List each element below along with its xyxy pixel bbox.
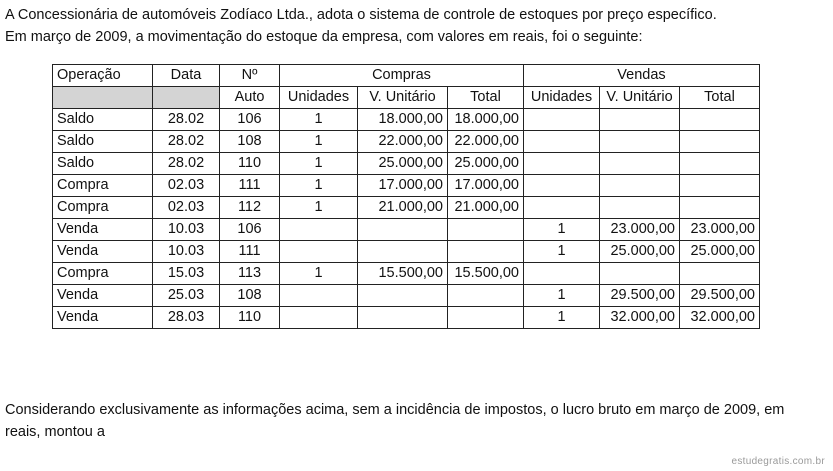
cell-compras-unidades (280, 307, 358, 329)
table-row (53, 153, 760, 175)
cell-operacao: Compra (53, 197, 153, 219)
cell-data: 28.03 (153, 307, 220, 329)
table-row (53, 175, 760, 197)
cell-operacao: Venda (53, 241, 153, 263)
cell-vendas-unidades: 1 (524, 241, 600, 263)
header-data: Data (153, 65, 220, 87)
cell-compras-v-unitario: 25.000,00 (358, 153, 448, 175)
cell-vendas-unidades: 1 (524, 219, 600, 241)
cell-auto: 111 (220, 175, 280, 197)
cell-compras-total: 15.500,00 (448, 263, 524, 285)
header-compras: Compras (280, 65, 524, 87)
intro-line-1: A Concessionária de automóveis Zodíaco Ltda., adota o sistema de controle de estoques por preço específico. (5, 7, 717, 23)
header-numero: Nº (220, 65, 280, 87)
cell-vendas-total (680, 131, 760, 153)
cell-compras-v-unitario: 18.000,00 (358, 109, 448, 131)
cell-vendas-total (680, 109, 760, 131)
cell-auto: 106 (220, 109, 280, 131)
cell-auto: 108 (220, 131, 280, 153)
question-line-1: Considerando exclusivamente as informações acima, sem a incidência de impostos, o lucro bruto em março de 2009, em (5, 402, 785, 418)
cell-compras-total (448, 219, 524, 241)
cell-vendas-total (680, 197, 760, 219)
cell-data: 02.03 (153, 175, 220, 197)
table-header (53, 65, 760, 109)
cell-auto: 113 (220, 263, 280, 285)
cell-compras-unidades: 1 (280, 153, 358, 175)
cell-compras-total: 25.000,00 (448, 153, 524, 175)
cell-operacao: Saldo (53, 153, 153, 175)
cell-vendas-unidades: 1 (524, 307, 600, 329)
cell-vendas-v-unitario (600, 175, 680, 197)
cell-compras-v-unitario (358, 219, 448, 241)
cell-vendas-total: 32.000,00 (680, 307, 760, 329)
cell-vendas-unidades (524, 153, 600, 175)
cell-compras-total (448, 307, 524, 329)
cell-auto: 110 (220, 307, 280, 329)
question-line-2: reais, montou a (5, 424, 105, 440)
cell-vendas-v-unitario: 25.000,00 (600, 241, 680, 263)
cell-vendas-total: 25.000,00 (680, 241, 760, 263)
cell-operacao: Saldo (53, 109, 153, 131)
cell-compras-v-unitario: 21.000,00 (358, 197, 448, 219)
table-row (53, 241, 760, 263)
cell-compras-unidades: 1 (280, 197, 358, 219)
cell-data: 28.02 (153, 153, 220, 175)
cell-data: 15.03 (153, 263, 220, 285)
table-body (53, 109, 760, 329)
cell-vendas-unidades (524, 175, 600, 197)
header-compras-total: Total (448, 87, 524, 109)
question-text (5, 399, 784, 443)
header-row-2 (53, 87, 760, 109)
cell-vendas-v-unitario (600, 197, 680, 219)
cell-data: 02.03 (153, 197, 220, 219)
cell-compras-v-unitario (358, 241, 448, 263)
cell-operacao: Venda (53, 285, 153, 307)
cell-compras-v-unitario (358, 285, 448, 307)
cell-vendas-v-unitario (600, 131, 680, 153)
cell-compras-v-unitario: 15.500,00 (358, 263, 448, 285)
cell-vendas-v-unitario: 32.000,00 (600, 307, 680, 329)
header-compras-unidades: Unidades (280, 87, 358, 109)
cell-compras-unidades (280, 285, 358, 307)
cell-operacao: Venda (53, 219, 153, 241)
table-row (53, 109, 760, 131)
cell-compras-v-unitario: 17.000,00 (358, 175, 448, 197)
cell-compras-v-unitario: 22.000,00 (358, 131, 448, 153)
cell-compras-unidades: 1 (280, 175, 358, 197)
cell-compras-total (448, 285, 524, 307)
header-vendas-total: Total (680, 87, 760, 109)
cell-operacao: Saldo (53, 131, 153, 153)
cell-operacao: Compra (53, 263, 153, 285)
cell-compras-unidades: 1 (280, 263, 358, 285)
cell-vendas-v-unitario (600, 263, 680, 285)
cell-vendas-v-unitario: 23.000,00 (600, 219, 680, 241)
cell-data: 25.03 (153, 285, 220, 307)
cell-vendas-v-unitario (600, 109, 680, 131)
table-row (53, 285, 760, 307)
cell-auto: 108 (220, 285, 280, 307)
cell-vendas-unidades (524, 197, 600, 219)
table-row (53, 131, 760, 153)
cell-compras-unidades: 1 (280, 109, 358, 131)
header-operacao-blank (53, 87, 153, 109)
table-row (53, 307, 760, 329)
cell-vendas-v-unitario (600, 153, 680, 175)
cell-auto: 111 (220, 241, 280, 263)
cell-vendas-total: 29.500,00 (680, 285, 760, 307)
cell-data: 10.03 (153, 241, 220, 263)
table-row (53, 197, 760, 219)
cell-vendas-total (680, 153, 760, 175)
cell-vendas-total: 23.000,00 (680, 219, 760, 241)
cell-operacao: Venda (53, 307, 153, 329)
cell-data: 28.02 (153, 131, 220, 153)
cell-data: 28.02 (153, 109, 220, 131)
header-row-1 (53, 65, 760, 87)
cell-vendas-unidades (524, 263, 600, 285)
inventory-table (52, 64, 760, 329)
header-vendas-unidades: Unidades (524, 87, 600, 109)
cell-vendas-unidades (524, 109, 600, 131)
cell-compras-total: 17.000,00 (448, 175, 524, 197)
cell-compras-v-unitario (358, 307, 448, 329)
header-vendas: Vendas (524, 65, 760, 87)
cell-compras-unidades (280, 241, 358, 263)
cell-operacao: Compra (53, 175, 153, 197)
intro-text (5, 4, 717, 48)
cell-data: 10.03 (153, 219, 220, 241)
table-row (53, 263, 760, 285)
header-auto: Auto (220, 87, 280, 109)
cell-vendas-unidades (524, 131, 600, 153)
header-data-blank (153, 87, 220, 109)
site-watermark: estudegratis.com.br (731, 456, 825, 467)
cell-compras-total: 21.000,00 (448, 197, 524, 219)
cell-auto: 110 (220, 153, 280, 175)
cell-vendas-total (680, 175, 760, 197)
header-compras-v-unitario: V. Unitário (358, 87, 448, 109)
cell-auto: 106 (220, 219, 280, 241)
cell-vendas-unidades: 1 (524, 285, 600, 307)
cell-vendas-v-unitario: 29.500,00 (600, 285, 680, 307)
cell-compras-unidades: 1 (280, 131, 358, 153)
cell-compras-total: 18.000,00 (448, 109, 524, 131)
cell-compras-total: 22.000,00 (448, 131, 524, 153)
header-vendas-v-unitario: V. Unitário (600, 87, 680, 109)
cell-compras-unidades (280, 219, 358, 241)
cell-vendas-total (680, 263, 760, 285)
intro-line-2: Em março de 2009, a movimentação do estoque da empresa, com valores em reais, foi o seguinte: (5, 29, 643, 45)
header-operacao: Operação (53, 65, 153, 87)
cell-compras-total (448, 241, 524, 263)
cell-auto: 112 (220, 197, 280, 219)
table-row (53, 219, 760, 241)
